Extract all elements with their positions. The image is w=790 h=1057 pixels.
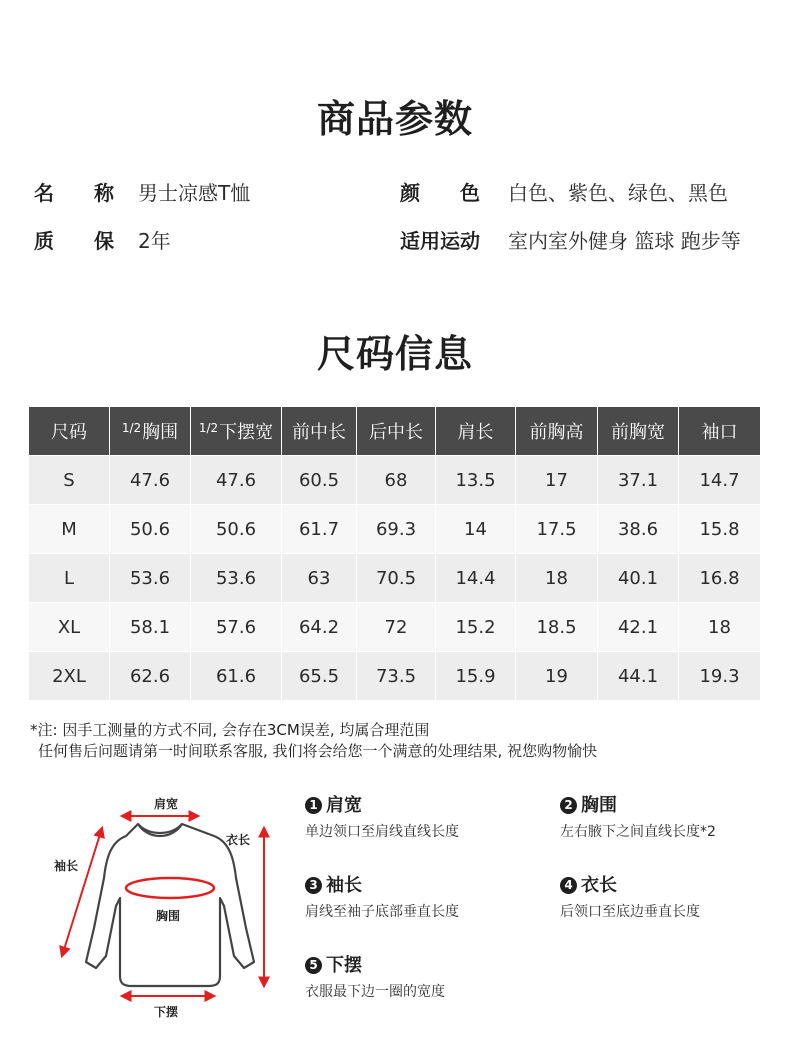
param-name-value: 男士凉感T恤 [138, 181, 251, 205]
params-title: 商品参数 [316, 97, 473, 141]
measure-number-badge: 2 [560, 797, 577, 814]
measure-length [560, 874, 700, 921]
table-cell: 38.6 [598, 504, 679, 553]
param-sport [400, 229, 741, 253]
measure-title: 衣长 [581, 875, 617, 896]
table-row [29, 553, 760, 602]
param-warranty-value: 2年 [138, 229, 171, 253]
table-cell: 15.2 [436, 602, 516, 651]
table-row [29, 602, 760, 651]
table-cell: L [29, 553, 110, 602]
param-color-key: 颜 色 [400, 181, 480, 205]
table-cell: 13.5 [436, 455, 516, 504]
param-warranty [34, 229, 171, 253]
header-back-length: 后中长 [357, 407, 436, 455]
table-cell: 18.5 [516, 602, 598, 651]
header-hem-fraction: 1/2 [198, 421, 219, 435]
header-hem-width: $^{1/2}$下摆宽 [191, 407, 282, 455]
table-cell: 73.5 [357, 651, 436, 700]
measure-number-badge: 1 [305, 797, 322, 814]
table-cell: 61.7 [282, 504, 357, 553]
measure-desc: 衣服最下边一圈的宽度 [305, 984, 445, 1000]
table-cell: 15.9 [436, 651, 516, 700]
table-cell: 14.7 [679, 455, 760, 504]
table-cell: XL [29, 602, 110, 651]
shirt-measure-diagram [30, 780, 290, 1040]
table-cell: 53.6 [191, 553, 282, 602]
measure-hem [305, 954, 445, 1001]
header-size: 尺码 [29, 407, 110, 455]
param-color [400, 181, 728, 205]
measure-title: 袖长 [326, 875, 362, 896]
table-cell: 19 [516, 651, 598, 700]
shirt-diagram-svg [30, 780, 290, 1040]
size-table [29, 407, 760, 700]
table-cell: S [29, 455, 110, 504]
table-row [29, 455, 760, 504]
table-cell: 14 [436, 504, 516, 553]
header-chest: $^{1/2}$胸围 [110, 407, 191, 455]
table-row [29, 504, 760, 553]
measure-title: 胸围 [581, 795, 617, 816]
table-cell: 68 [357, 455, 436, 504]
table-cell: 57.6 [191, 602, 282, 651]
table-cell: 60.5 [282, 455, 357, 504]
header-shoulder: 肩长 [436, 407, 516, 455]
label-hem: 下摆 [153, 1005, 179, 1019]
param-name-key: 名 称 [34, 181, 114, 205]
table-cell: 61.6 [191, 651, 282, 700]
header-chest-height: 前胸高 [516, 407, 598, 455]
param-name [34, 181, 250, 205]
note-error-margin: *注: 因手工测量的方式不同, 会存在3CM误差, 均属合理范围 [30, 721, 430, 739]
table-cell: 37.1 [598, 455, 679, 504]
label-length: 衣长 [225, 833, 251, 847]
table-cell: 58.1 [110, 602, 191, 651]
table-cell: 64.2 [282, 602, 357, 651]
measure-number-badge: 4 [560, 877, 577, 894]
table-cell: 16.8 [679, 553, 760, 602]
table-cell: 18 [516, 553, 598, 602]
measure-shoulder [305, 794, 459, 841]
table-cell: 17 [516, 455, 598, 504]
measure-desc: 左右腋下之间直线长度*2 [560, 824, 716, 840]
table-cell: 18 [679, 602, 760, 651]
header-cuff: 袖口 [679, 407, 760, 455]
measure-number-badge: 5 [305, 957, 322, 974]
measure-desc: 后领口至底边垂直长度 [560, 904, 700, 920]
size-title: 尺码信息 [316, 332, 473, 376]
table-cell: 42.1 [598, 602, 679, 651]
measure-number-badge: 3 [305, 877, 322, 894]
table-cell: 40.1 [598, 553, 679, 602]
label-sleeve: 袖长 [53, 859, 79, 873]
table-cell: 2XL [29, 651, 110, 700]
measure-title: 肩宽 [326, 795, 362, 816]
measure-chest [560, 794, 716, 841]
table-cell: 50.6 [191, 504, 282, 553]
table-cell: 44.1 [598, 651, 679, 700]
table-row [29, 651, 760, 700]
note-after-sales: 任何售后问题请第一时间联系客服, 我们将会给您一个满意的处理结果, 祝您购物愉快 [38, 742, 598, 760]
param-color-value: 白色、紫色、绿色、黑色 [508, 181, 728, 205]
table-cell: 14.4 [436, 553, 516, 602]
table-cell: 69.3 [357, 504, 436, 553]
param-sport-value: 室内室外健身 篮球 跑步等 [508, 229, 741, 253]
header-front-length: 前中长 [282, 407, 357, 455]
measure-desc: 单边领口至肩线直线长度 [305, 824, 459, 840]
table-cell: 65.5 [282, 651, 357, 700]
table-cell: 19.3 [679, 651, 760, 700]
measure-desc: 肩线至袖子底部垂直长度 [305, 904, 459, 920]
table-header-row [29, 407, 760, 455]
header-chest-width: 前胸宽 [598, 407, 679, 455]
measure-title: 下摆 [326, 955, 362, 976]
table-cell: 50.6 [110, 504, 191, 553]
label-chest: 胸围 [155, 909, 181, 923]
shirt-outline [86, 824, 254, 986]
table-cell: 63 [282, 553, 357, 602]
param-sport-key: 适用运动 [400, 229, 480, 253]
table-cell: 47.6 [110, 455, 191, 504]
param-warranty-key: 质 保 [34, 229, 114, 253]
table-cell: 17.5 [516, 504, 598, 553]
table-cell: M [29, 504, 110, 553]
table-cell: 15.8 [679, 504, 760, 553]
label-shoulder: 肩宽 [153, 797, 179, 811]
table-cell: 62.6 [110, 651, 191, 700]
table-cell: 70.5 [357, 553, 436, 602]
table-cell: 47.6 [191, 455, 282, 504]
table-cell: 53.6 [110, 553, 191, 602]
header-chest-fraction: 1/2 [121, 421, 142, 435]
measure-sleeve [305, 874, 459, 921]
table-cell: 72 [357, 602, 436, 651]
